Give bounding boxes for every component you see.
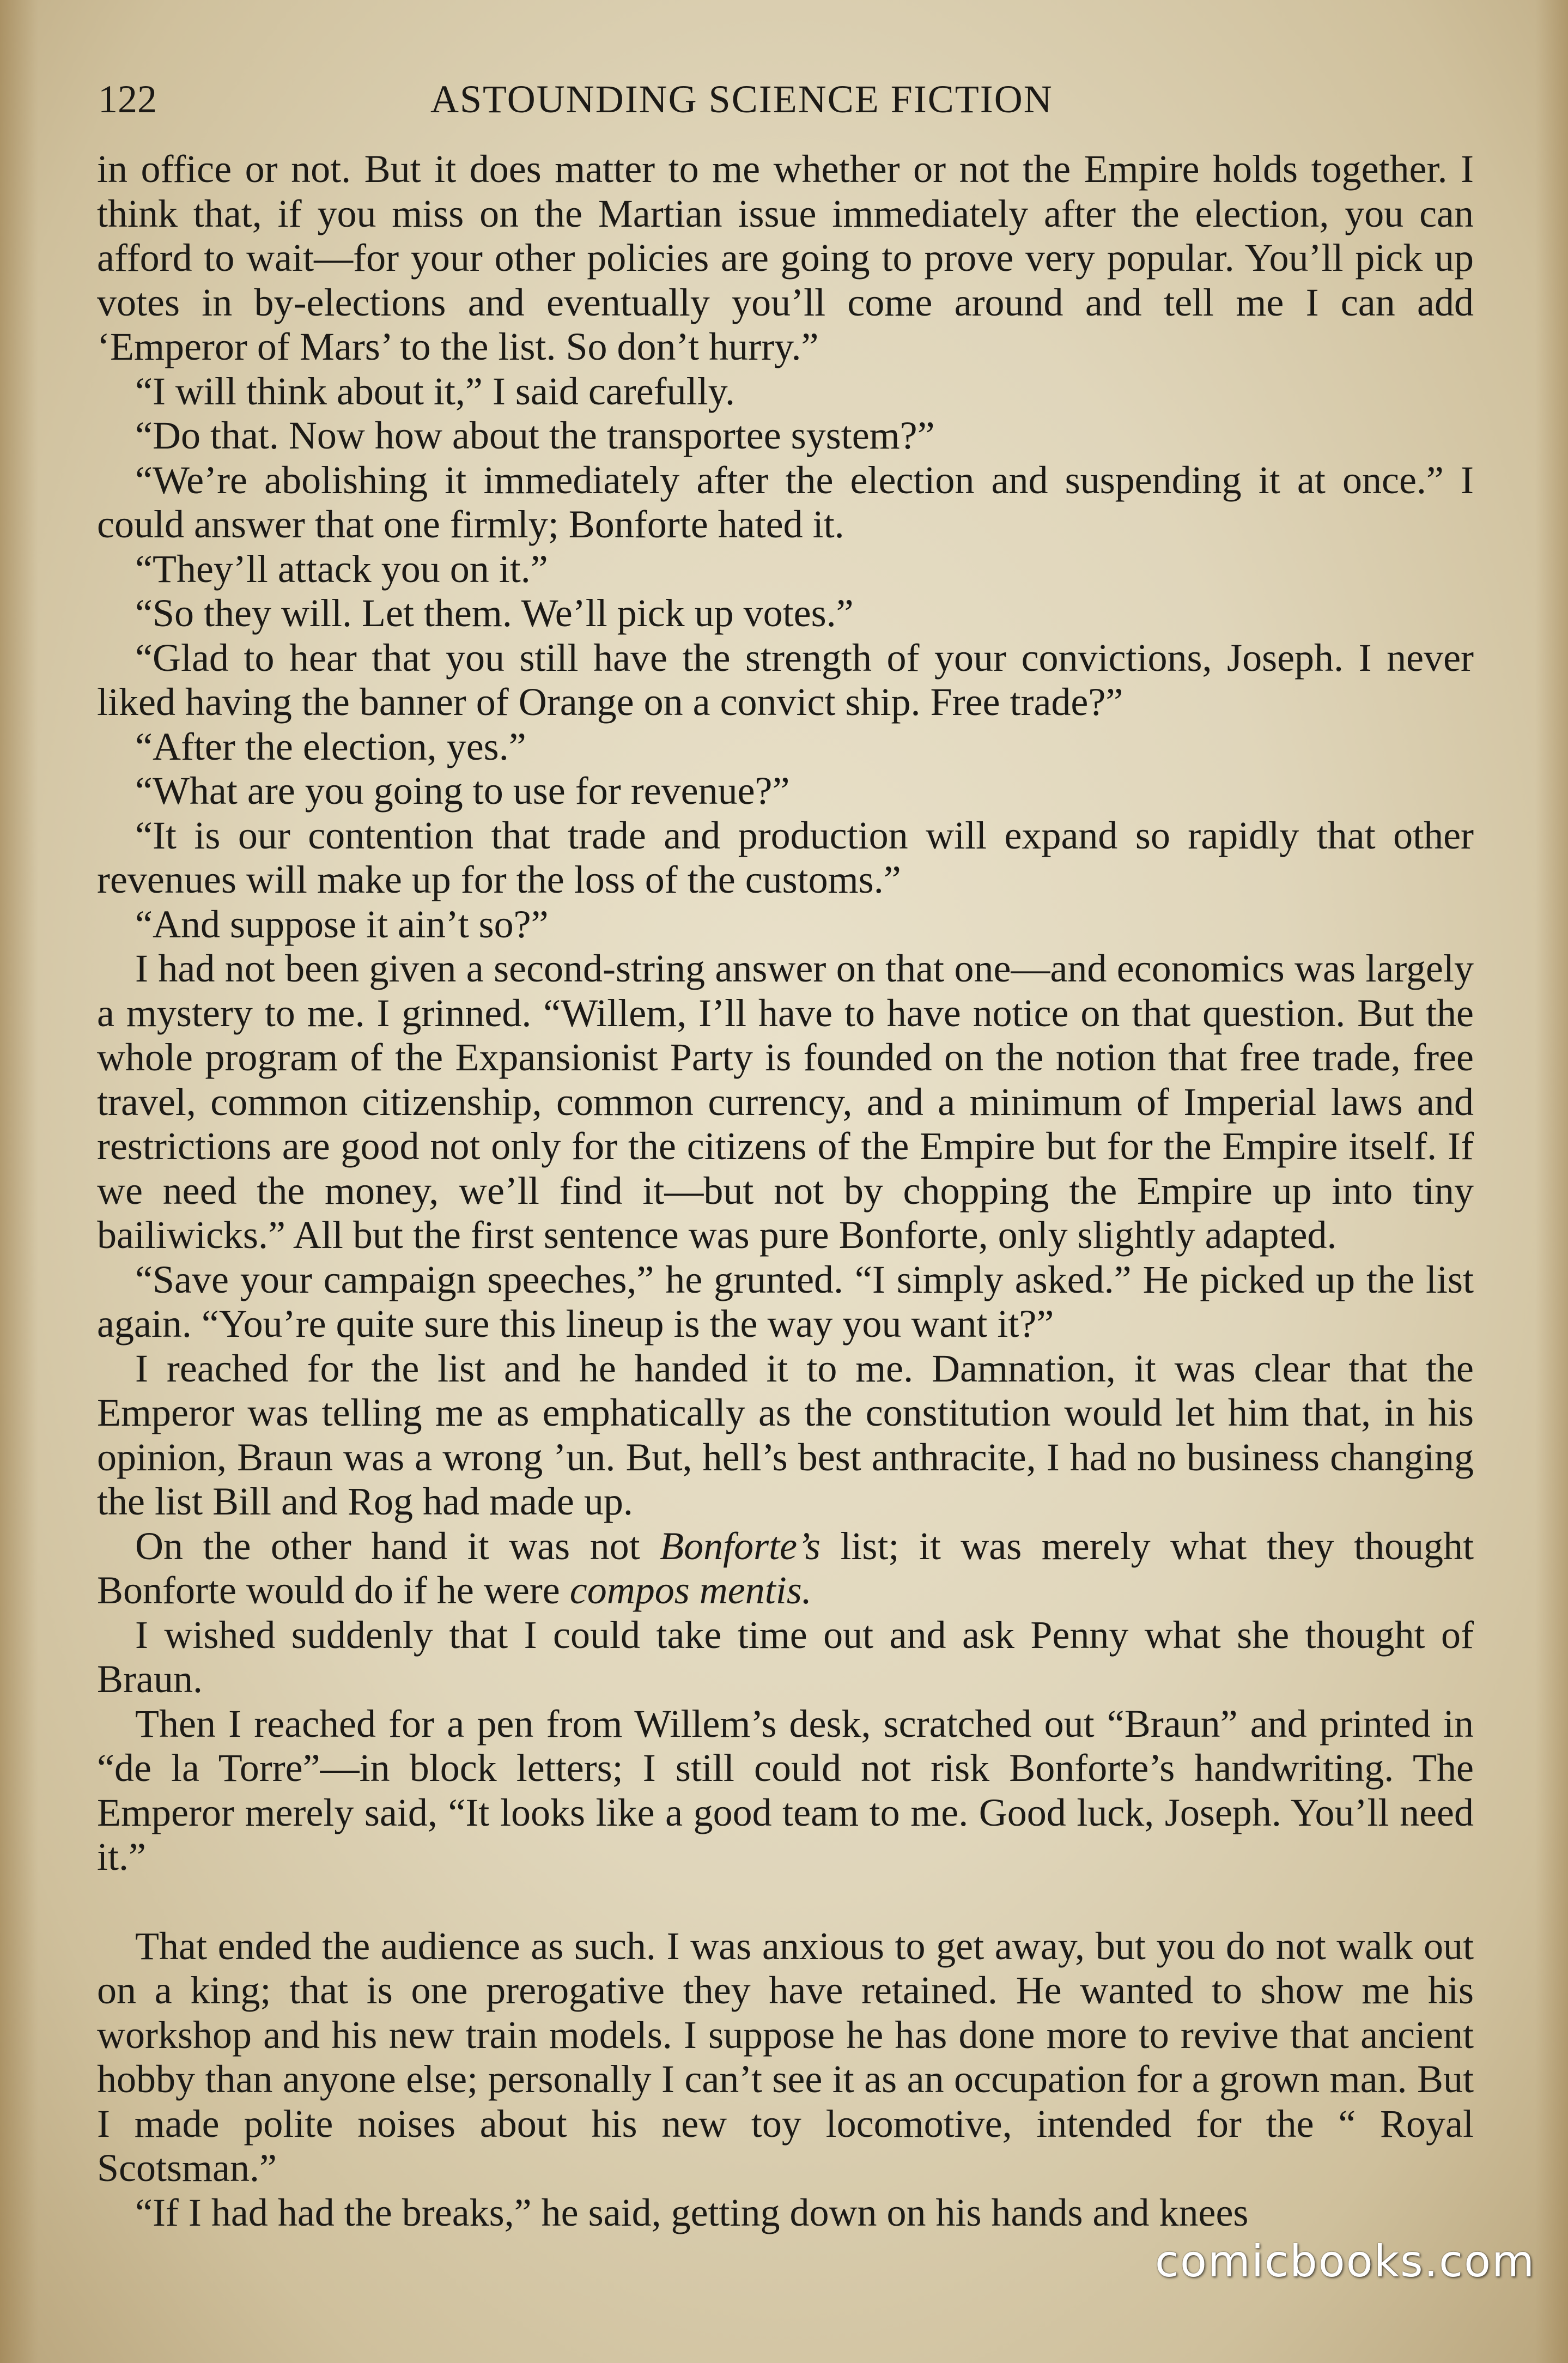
paragraph-15-part-1: On the other hand it was not bbox=[135, 1524, 660, 1568]
paragraph-2: “I will think about it,” I said carefully. bbox=[135, 369, 735, 413]
paragraph-1: in office or not. But it does matter to me whether or not the Empire holds together. I think that, if you miss on the Martian issue immediately after the election, you can afford to wait—for your other policies are going to prove very popular. You’ll pick up votes in by-elections and eventually you’ll come around and tell me I can add ‘Emperor of Mars’ to the list. So don’t hurry.” bbox=[97, 147, 1474, 368]
running-head bbox=[98, 72, 1470, 126]
watermark: comicbooks.com bbox=[1154, 2236, 1535, 2287]
paragraph-6: “So they will. Let them. We’ll pick up votes.” bbox=[135, 591, 854, 635]
paragraph-19: “If I had had the breaks,” he said, getting down on his hands and knees bbox=[135, 2190, 1249, 2234]
paragraph-15-part-3: list; it was merely what they thought Bonforte would do if he were bbox=[97, 1524, 1474, 1612]
paragraph-7: “Glad to hear that you still have the strength of your convictions, Joseph. I never liked having the banner of Orange on a convict ship. Free trade?” bbox=[97, 635, 1474, 724]
paragraph-16: I wished suddenly that I could take time out and ask Penny what she thought of Braun. bbox=[97, 1613, 1474, 1701]
paragraph-13: “Save your campaign speeches,” he grunted. “I simply asked.” He picked up the list again. “You’re quite sure this lineup is the way you want it?” bbox=[97, 1257, 1474, 1346]
paragraph-17: Then I reached for a pen from Willem’s desk, scratched out “Braun” and printed in “de la Torre”—in block letters; I still could not risk Bonforte’s handwriting. The Emperor merely said, “It looks like a good team to me. Good luck, Joseph. You’ll need it.” bbox=[97, 1701, 1474, 1879]
body-text bbox=[97, 147, 1474, 2235]
page-number: 122 bbox=[98, 77, 157, 121]
paragraph-18: That ended the audience as such. I was anxious to get away, but you do not walk out on a king; that is one prerogative they have retained. He wanted to show me his workshop and his new train models. I suppose he has done more to revive that ancient hobby than anyone else; personally I can’t see it as an occupation for a grown man. But I made polite noises about his new toy locomotive, intended for the “ Royal Scotsman.” bbox=[97, 1924, 1474, 2190]
paragraph-8: “After the election, yes.” bbox=[135, 724, 526, 768]
paragraph-12: I had not been given a second-string answer on that one—and economics was largely a mystery to me. I grinned. “Willem, I’ll have to have notice on that question. But the whole program of the Expansionist Party is founded on the notion that free trade, free travel, common citizenship, common currency, and a minimum of Imperial laws and restrictions are good not only for the citizens of the Empire but for the Empire itself. If we need the money, we’ll find it—but not by chopping the Empire up into tiny bailiwicks.” All but the first sentence was pure Bonforte, only slightly adapted. bbox=[97, 947, 1474, 1257]
paragraph-5: “They’ll attack you on it.” bbox=[135, 547, 548, 591]
paragraph-3: “Do that. Now how about the transportee system?” bbox=[135, 414, 935, 457]
paragraph-10: “It is our contention that trade and production will expand so rapidly that other revenues will make up for the loss of the customs.” bbox=[97, 813, 1474, 901]
paragraph-9: “What are you going to use for revenue?” bbox=[135, 769, 790, 813]
paragraph-4: “We’re abolishing it immediately after the election and suspending it at once.” I could answer that one firmly; Bonforte hated it. bbox=[97, 458, 1474, 546]
paragraph-14: I reached for the list and he handed it to me. Damnation, it was clear that the Emperor was telling me as emphatically as the constitution would let him that, in his opinion, Braun was a wrong ’un. But, hell’s best anthracite, I had no business changing the list Bill and Rog had made up. bbox=[97, 1346, 1474, 1523]
italic-bonfortes: Bonforte’s bbox=[660, 1524, 821, 1568]
paragraph-15 bbox=[97, 1524, 1474, 1613]
paragraph-11: “And suppose it ain’t so?” bbox=[135, 902, 549, 946]
journal-title: ASTOUNDING SCIENCE FICTION bbox=[430, 77, 1053, 121]
italic-compos-mentis: compos mentis. bbox=[569, 1568, 812, 1612]
